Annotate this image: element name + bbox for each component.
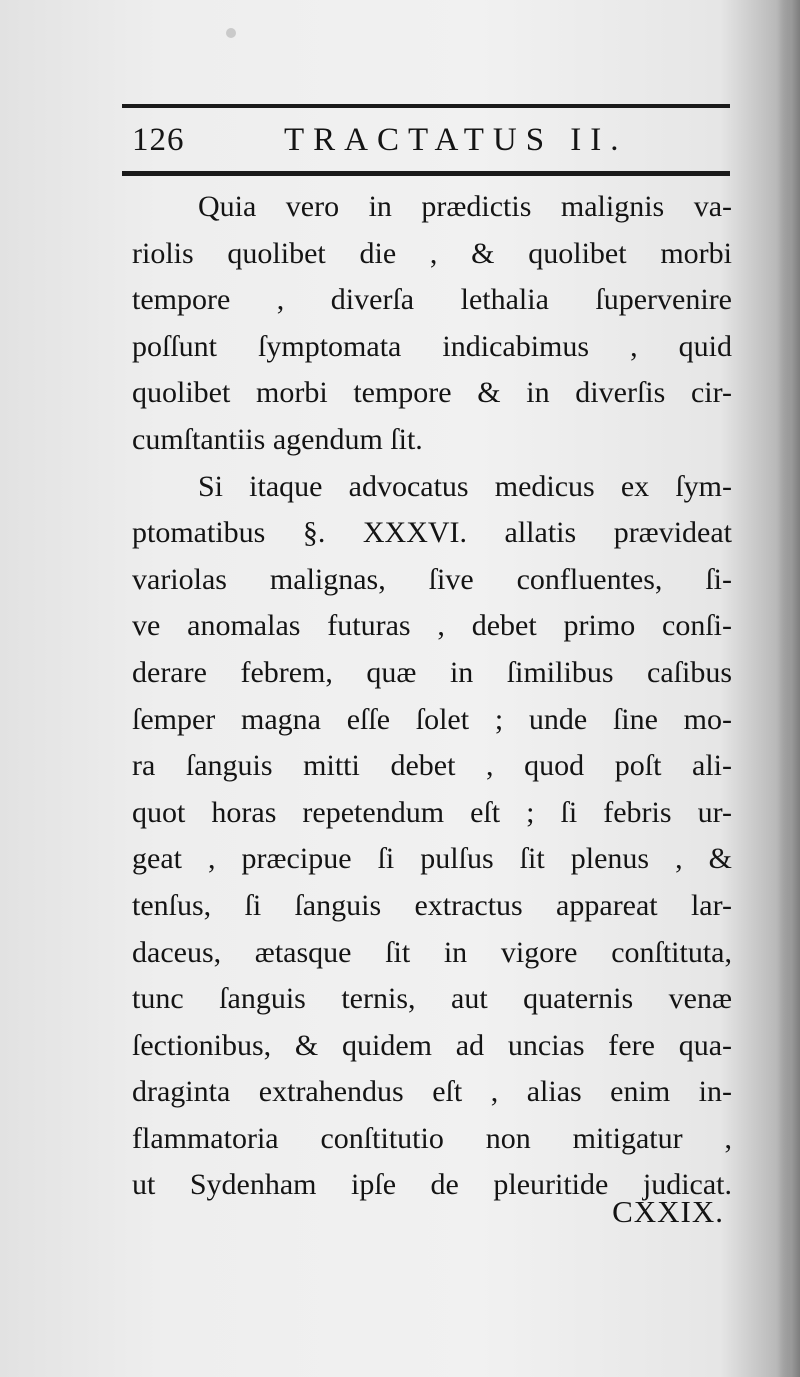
- text-line: flammatoria conſtitutio non mitigatur ,: [132, 1121, 732, 1155]
- text-line: daceus, ætasque ſit in vigore conſtituta,: [132, 935, 732, 969]
- running-head: [122, 118, 730, 166]
- text-line: tempore , diverſa lethalia ſupervenire: [132, 283, 732, 317]
- text-line: geat , præcipue ſi pulſus ſit plenus , &: [132, 842, 732, 876]
- text-line: quolibet morbi tempore & in diverſis cir-: [132, 376, 732, 410]
- catchword: CXXIX.: [612, 1194, 724, 1229]
- text-line: tunc ſanguis ternis, aut quaternis venæ: [132, 982, 732, 1016]
- header-rule-top: [122, 104, 730, 108]
- text-line: cumſtantiis agendum ſit.: [132, 422, 423, 456]
- text-line: Si itaque advocatus medicus ex ſym-: [198, 469, 732, 503]
- page-gutter-shadow: [778, 0, 800, 1377]
- page-number: 126: [132, 122, 185, 158]
- text-line: ve anomalas futuras , debet primo conſi-: [132, 609, 732, 643]
- body-text: [132, 184, 732, 1209]
- text-line: poſſunt ſymptomata indicabimus , quid: [132, 329, 732, 363]
- text-line: ut Sydenham ipſe de pleuritide judicat.: [132, 1168, 732, 1202]
- running-title: TRACTATUS II.: [284, 122, 628, 158]
- text-line: tenſus, ſi ſanguis extractus appareat lar-: [132, 888, 732, 922]
- header-rule-bottom: [122, 171, 730, 176]
- text-line: ſemper magna eſſe ſolet ; unde ſine mo-: [132, 702, 732, 736]
- text-line: ptomatibus §. XXXVI. allatis prævideat: [132, 516, 732, 550]
- text-line: draginta extrahendus eſt , alias enim in-: [132, 1075, 732, 1109]
- text-line: derare febrem, quæ in ſimilibus caſibus: [132, 655, 732, 689]
- text-line: riolis quolibet die , & quolibet morbi: [132, 236, 732, 270]
- text-line: variolas malignas, ſive confluentes, ſi-: [132, 562, 732, 596]
- text-line: ra ſanguis mitti debet , quod poſt ali-: [132, 749, 732, 783]
- text-line: Quia vero in prædictis malignis va-: [198, 190, 732, 223]
- text-line: ſectionibus, & quidem ad uncias fere qua-: [132, 1028, 732, 1062]
- ink-smudge: [226, 28, 236, 38]
- text-line: quot horas repetendum eſt ; ſi febris ur-: [132, 795, 732, 829]
